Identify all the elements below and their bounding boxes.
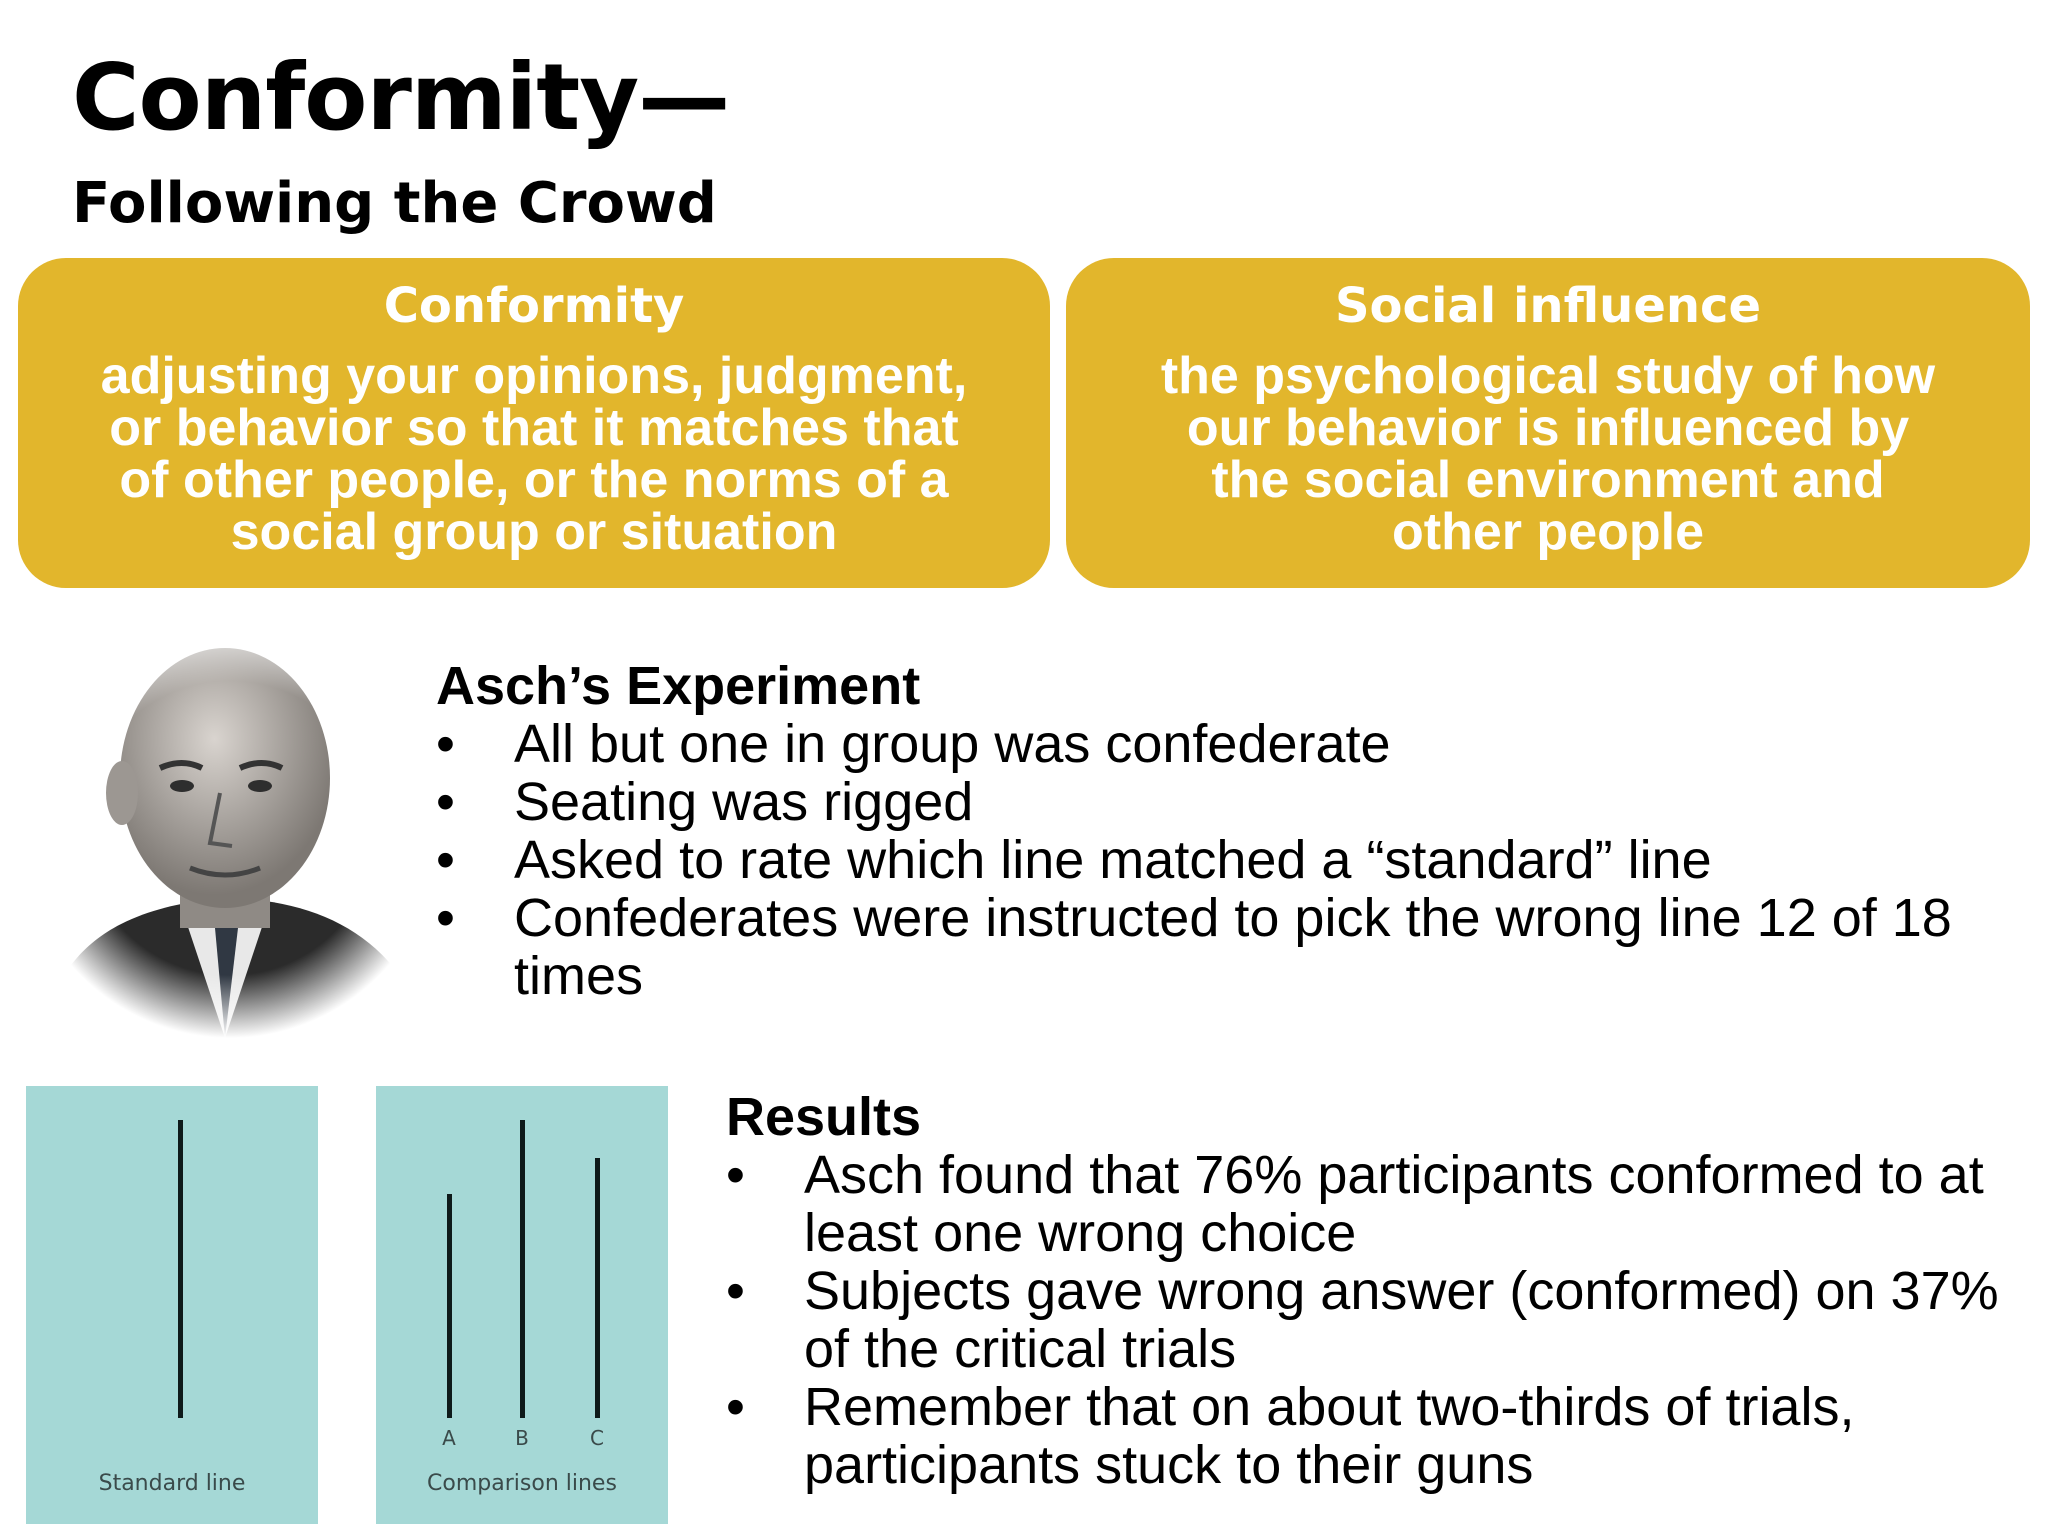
definition-text	[18, 346, 1050, 561]
definition-term: Social influence	[1334, 278, 1762, 334]
experiment-bullets	[436, 715, 2016, 1005]
experiment-heading: Asch’s Experiment	[436, 656, 921, 716]
definition-line: or behavior so that it matches that	[109, 398, 959, 457]
list-item	[436, 773, 2016, 831]
list-item	[436, 831, 2016, 889]
definition-term: Conformity	[383, 278, 685, 334]
slide-title: Conformity—	[72, 44, 730, 151]
bullet-icon: •	[726, 1261, 745, 1321]
bullet-icon: •	[726, 1145, 745, 1205]
bullet-icon: •	[436, 888, 455, 948]
bullet-icon: •	[436, 830, 455, 890]
bullet-icon: •	[436, 714, 455, 774]
definition-line: the psychological study of how	[1160, 346, 1936, 405]
slide-subtitle: Following the Crowd	[72, 171, 717, 236]
line-letter-b: B	[515, 1426, 529, 1450]
comparison-line-c	[595, 1158, 600, 1418]
list-item-text: All but one in group was confederate	[514, 714, 1391, 774]
standard-line	[178, 1120, 183, 1418]
social-influence-definition-box	[1066, 258, 2030, 588]
list-item-text: Seating was rigged	[514, 772, 974, 832]
list-item-text: Remember that on about two-thirds of trials, participants stuck to their guns	[804, 1377, 1855, 1495]
bullet-icon: •	[726, 1377, 745, 1437]
list-item	[726, 1378, 2026, 1494]
comparison-line-b	[520, 1120, 525, 1418]
definition-line: our behavior is influenced by	[1186, 398, 1910, 457]
definition-line: social group or situation	[230, 502, 838, 561]
definition-line: of other people, or the norms of a	[119, 450, 949, 509]
line-letter-c: C	[590, 1426, 604, 1450]
comparison-lines-label: Comparison lines	[427, 1471, 617, 1496]
definition-line: adjusting your opinions, judgment,	[100, 346, 968, 405]
list-item	[436, 889, 2016, 1005]
standard-line-label: Standard line	[98, 1471, 246, 1496]
standard-line-card	[26, 1086, 318, 1524]
asch-portrait	[20, 618, 440, 1038]
definition-text	[1066, 346, 2030, 561]
comparison-line-a	[447, 1194, 452, 1418]
comparison-lines-card	[376, 1086, 668, 1524]
list-item-text: Confederates were instructed to pick the wrong line 12 of 18 times	[514, 888, 1952, 1006]
list-item	[436, 715, 2016, 773]
conformity-definition-box	[18, 258, 1050, 588]
line-letter-a: A	[442, 1426, 456, 1450]
bullet-icon: •	[436, 772, 455, 832]
results-heading: Results	[726, 1087, 922, 1147]
definition-line: other people	[1391, 502, 1705, 561]
list-item	[726, 1146, 2026, 1262]
list-item-text: Subjects gave wrong answer (conformed) on 37% of the critical trials	[804, 1261, 1999, 1379]
list-item-text: Asked to rate which line matched a “standard” line	[514, 830, 1712, 890]
list-item-text: Asch found that 76% participants conformed to at least one wrong choice	[804, 1145, 1984, 1263]
definition-line: the social environment and	[1211, 450, 1885, 509]
list-item	[726, 1262, 2026, 1378]
results-bullets	[726, 1146, 2026, 1494]
